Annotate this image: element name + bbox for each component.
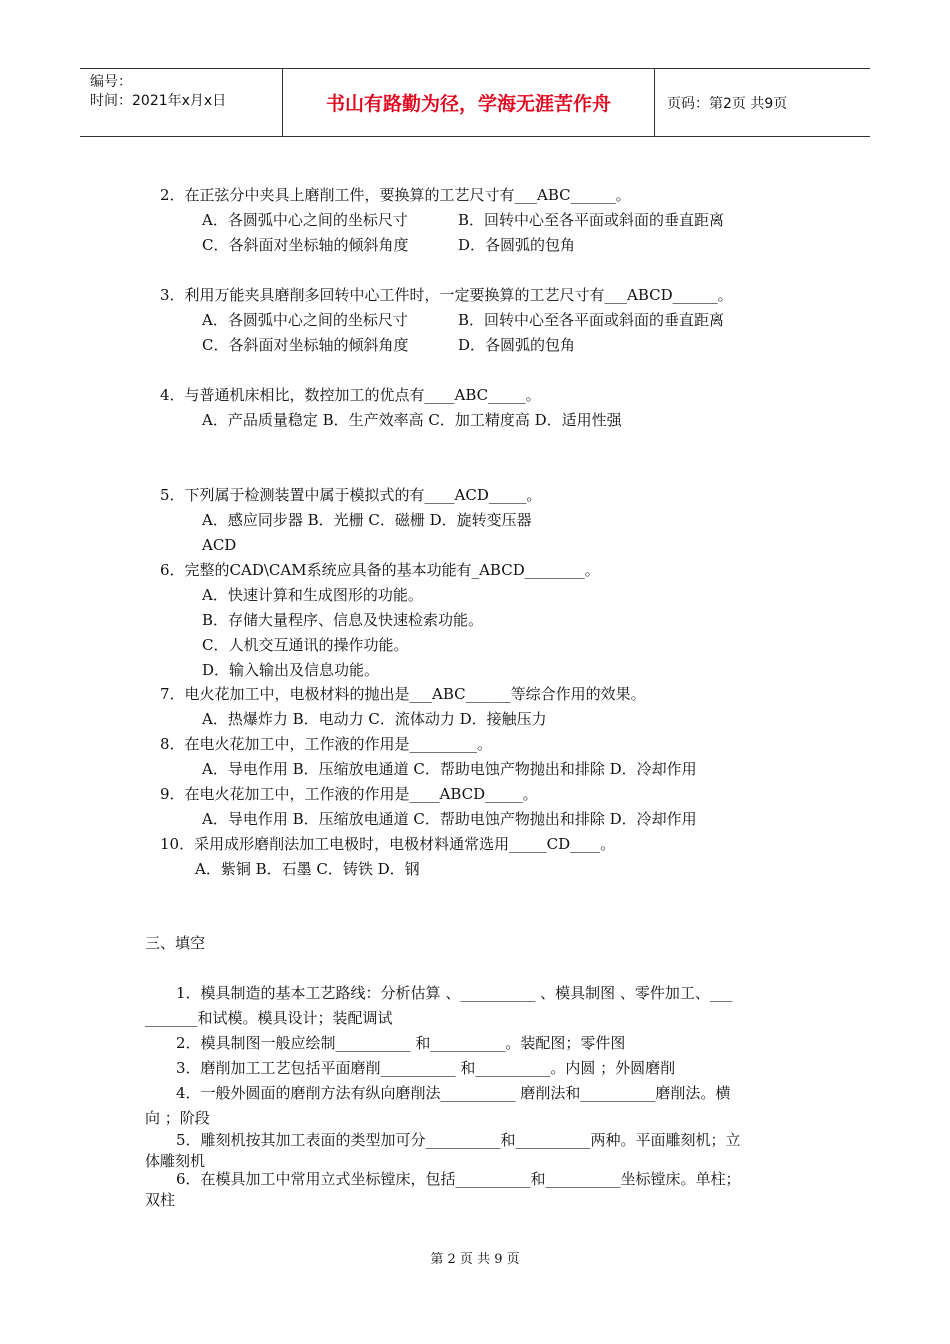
document-date-label: 时间：2021年x月x日 — [90, 93, 227, 109]
question-answer: ACD — [202, 536, 237, 554]
question-stem: 2．在正弦分中夹具上磨削工件，要换算的工艺尺寸有___ABC______。 — [160, 186, 631, 204]
fill-blank-line: _______和试模。模具设计；装配调试 — [145, 1009, 393, 1027]
question-options: A．热爆炸力 B．电动力 C．流体动力 D．接触压力 — [202, 710, 547, 728]
question-options: A．产品质量稳定 B．生产效率高 C．加工精度高 D．适用性强 — [202, 411, 622, 429]
question-stem: 3．利用万能夹具磨削多回转中心工件时，一定要换算的工艺尺寸有___ABCD______。 — [160, 286, 733, 304]
question-option: A．各圆弧中心之间的坐标尺寸 — [202, 211, 408, 229]
question-option: D．各圆弧的包角 — [458, 236, 576, 254]
question-options: A．紫铜 B．石墨 C．铸铁 D．钢 — [195, 860, 420, 878]
document-number-label: 编号： — [90, 74, 132, 90]
question-stem: 4．与普通机床相比，数控加工的优点有____ABC_____。 — [160, 386, 541, 404]
header-motto: 书山有路勤为径，学海无涯苦作舟 — [283, 69, 655, 136]
question-option: B．存储大量程序、信息及快速检索功能。 — [202, 611, 484, 629]
question-stem: 10．采用成形磨削法加工电极时，电极材料通常选用_____CD____。 — [160, 835, 616, 853]
fill-blank-line: 体雕刻机 — [145, 1152, 206, 1170]
fill-blank-line: 2．模具制图一般应绘制__________ 和__________。装配图；零件图 — [176, 1034, 626, 1052]
fill-blank-line: 6．在模具加工中常用立式坐标镗床，包括__________和__________坐标镗床。单柱； — [176, 1170, 741, 1188]
question-options: A．导电作用 B．压缩放电通道 C．帮助电蚀产物抛出和排除 D．冷却作用 — [202, 760, 697, 778]
question-stem: 9．在电火花加工中，工作液的作用是____ABCD_____。 — [160, 785, 538, 803]
fill-blank-line: 5．雕刻机按其加工表面的类型加可分__________和__________两种。平面雕刻机；立 — [176, 1131, 741, 1149]
question-options: A．导电作用 B．压缩放电通道 C．帮助电蚀产物抛出和排除 D．冷却作用 — [202, 810, 697, 828]
fill-blank-line: 3．磨削加工工艺包括平面磨削__________ 和__________。内圆 ；外圆磨削 — [176, 1059, 676, 1077]
question-option: D．输入输出及信息功能。 — [202, 661, 380, 679]
question-option: A．快速计算和生成图形的功能。 — [202, 586, 423, 604]
question-option: A．各圆弧中心之间的坐标尺寸 — [202, 311, 408, 329]
header-info-cell — [80, 69, 283, 136]
page-footer: 第 2 页 共 9 页 — [430, 1252, 520, 1267]
fill-blank-line: 向 ；阶段 — [145, 1109, 210, 1127]
question-stem: 8．在电火花加工中，工作液的作用是_________。 — [160, 735, 493, 753]
fill-blank-line: 1．模具制造的基本工艺路线：分析估算 、__________ 、模具制图 、零件加工、___ — [176, 984, 733, 1002]
document-header — [80, 68, 870, 137]
question-option: B．回转中心至各平面或斜面的垂直距离 — [458, 211, 725, 229]
section-title: 三、填空 — [145, 934, 206, 952]
fill-blank-line: 4．一般外圆面的磨削方法有纵向磨削法__________ 磨削法和__________磨削法。横 — [176, 1084, 731, 1102]
question-stem: 5．下列属于检测装置中属于模拟式的有____ACD_____。 — [160, 486, 542, 504]
question-stem: 6．完整的CAD\CAM系统应具备的基本功能有_ABCD________。 — [160, 561, 600, 579]
question-option: C．各斜面对坐标轴的倾斜角度 — [202, 236, 409, 254]
question-stem: 7．电火花加工中，电极材料的抛出是___ABC______等综合作用的效果。 — [160, 685, 646, 703]
header-page-label: 页码：第2页 共9页 — [667, 95, 788, 112]
question-options: A．感应同步器 B．光栅 C．磁栅 D．旋转变压器 — [202, 511, 532, 529]
question-option: D．各圆弧的包角 — [458, 336, 576, 354]
question-option: C．人机交互通讯的操作功能。 — [202, 636, 409, 654]
question-option: C．各斜面对坐标轴的倾斜角度 — [202, 336, 409, 354]
fill-blank-line: 双柱 — [145, 1191, 176, 1209]
question-option: B．回转中心至各平面或斜面的垂直距离 — [458, 311, 725, 329]
